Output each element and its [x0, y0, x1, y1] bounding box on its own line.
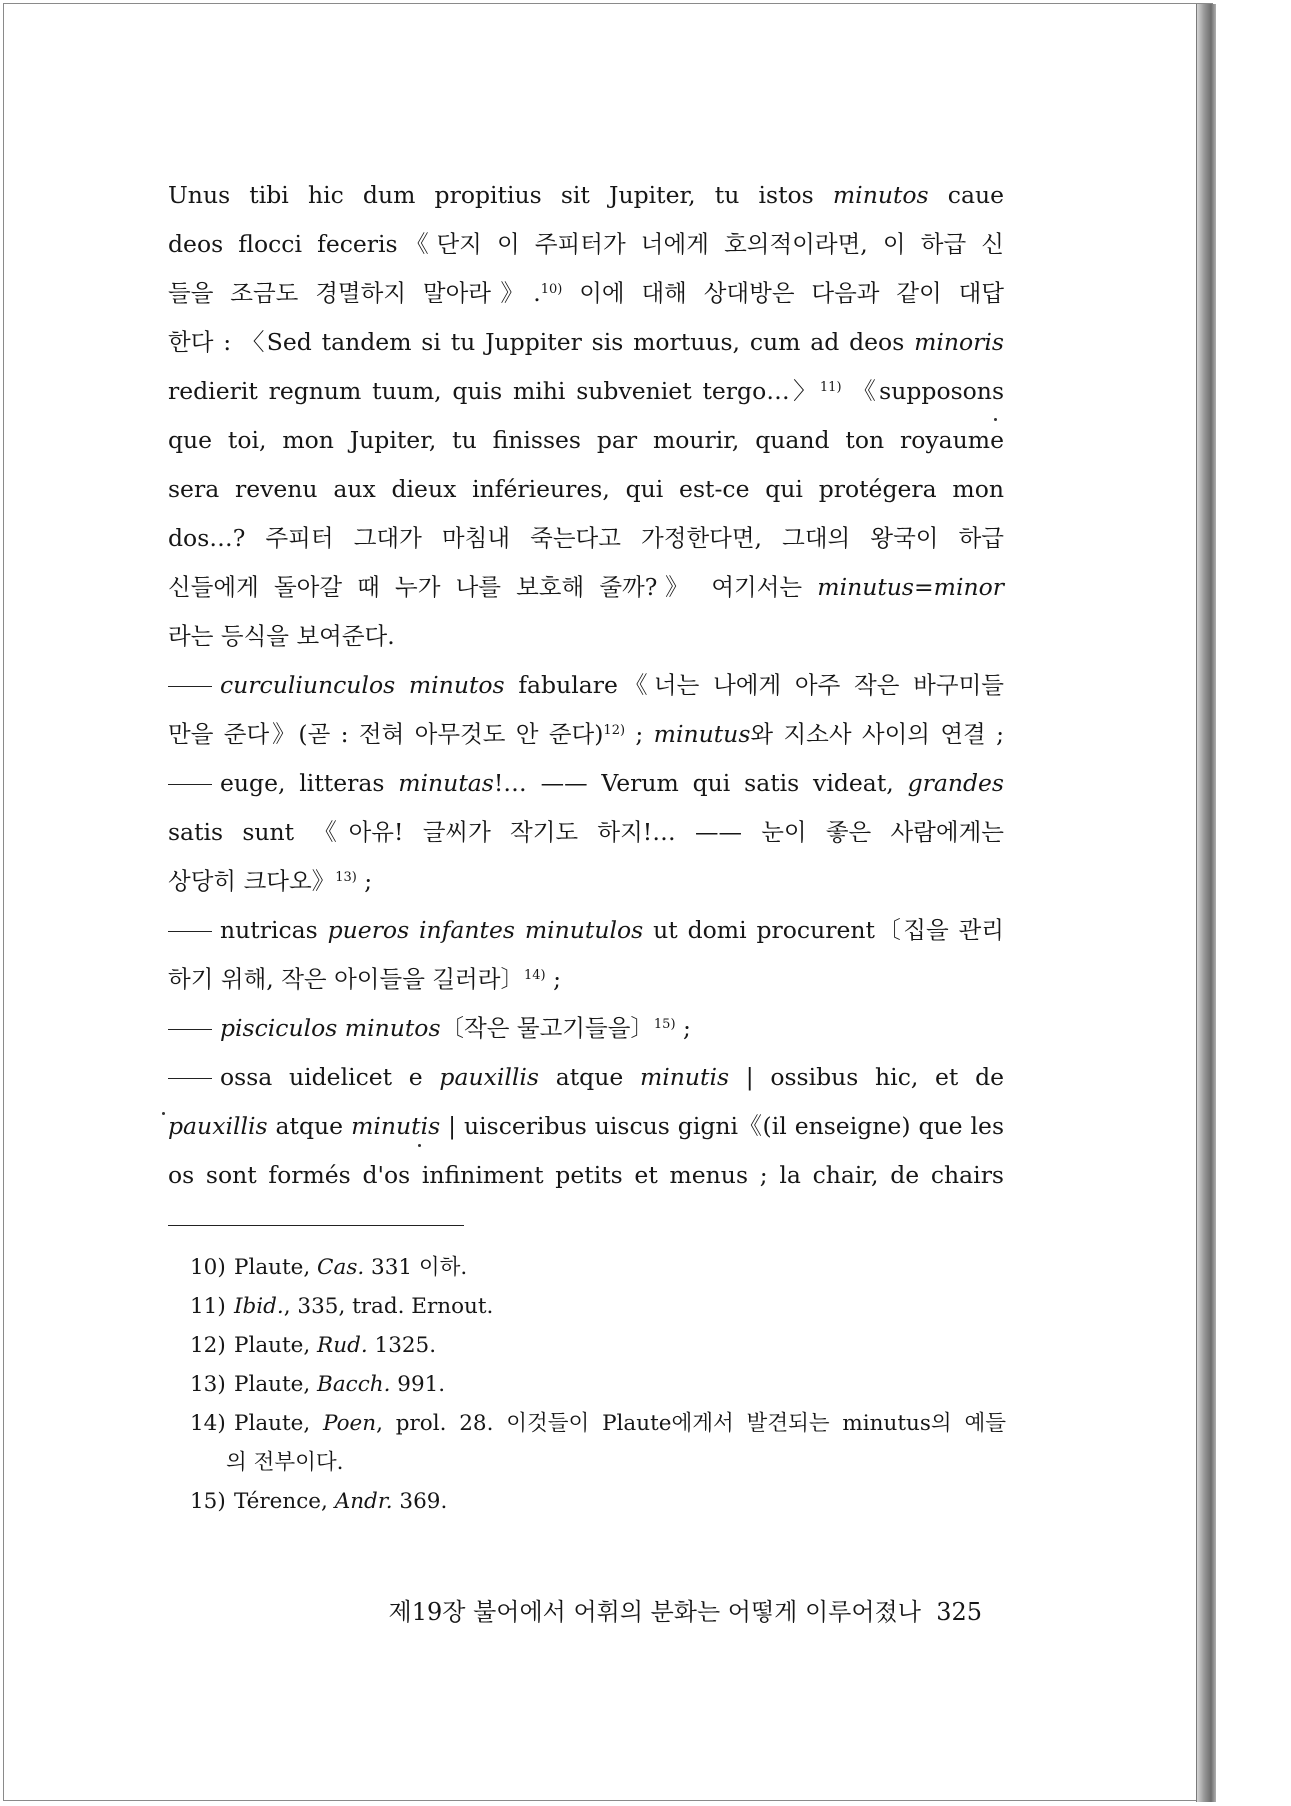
italic-term: grandes [907, 769, 1004, 797]
footnote-ref: 10) [540, 282, 563, 297]
italic-term: minutos [832, 181, 929, 209]
italic-term: pueros infantes minutulos [327, 916, 644, 944]
text-line [168, 906, 1004, 955]
text-run: caue [928, 181, 1004, 209]
text-run: 들을 조금도 경멸하지 말아라》. [168, 279, 541, 307]
text-line [168, 955, 1004, 1004]
speck [994, 418, 997, 421]
text-run: ut domi procurent〔집을 관리 [643, 916, 1004, 944]
text-line [168, 759, 1004, 808]
italic-term: pauxillis [168, 1112, 268, 1140]
footnote [190, 1482, 1006, 1521]
text-line [168, 710, 1004, 759]
text-run: , 335, trad. Ernout. [283, 1294, 494, 1319]
footnote-ref: 15) [653, 1017, 676, 1032]
italic-term: minutis [639, 1063, 730, 1091]
footnote-ref: 13) [335, 870, 357, 885]
text-line [168, 1004, 1004, 1053]
text-run: ; [675, 1014, 691, 1042]
page-edge [1196, 4, 1217, 1802]
text-line [168, 171, 1004, 220]
text-line [168, 1053, 1004, 1102]
footnote-rule [168, 1225, 464, 1226]
text-run: 상당히 크다오》 [168, 867, 336, 895]
text-run: Plaute, [234, 1255, 318, 1280]
text-run: Plaute, [234, 1411, 323, 1436]
italic-term: Poen [323, 1411, 377, 1436]
text-run: 신들에게 돌아갈 때 누가 나를 보호해 줄까?》 여기서는 [168, 573, 818, 601]
footnote-number: 14) [190, 1411, 226, 1436]
text-line [168, 857, 1004, 906]
text-run: 이에 대해 상대방은 다음과 같이 대답 [562, 279, 1004, 307]
text-run: !… —— Verum qui satis videat, [493, 769, 908, 797]
footnote-ref: 14) [523, 968, 546, 983]
text-line [168, 465, 1004, 514]
italic-term: Rud. [317, 1333, 368, 1358]
footnote [190, 1287, 1006, 1326]
footnote [190, 1404, 1006, 1443]
text-run: 하기 위해, 작은 아이들을 길러라〕 [168, 965, 524, 993]
text-line [168, 367, 1004, 416]
text-line [168, 416, 1004, 465]
text-run: 와 지소사 사이의 연결 ; [750, 720, 1005, 748]
text-run: Plaute, [234, 1333, 318, 1358]
italic-term: minutus [653, 720, 751, 748]
text-line [168, 612, 1004, 661]
text-run: que toi, mon Jupiter, tu finisses par mourir, quand ton royaume [168, 426, 1004, 454]
text-run: 1325. [367, 1333, 437, 1358]
text-run: atque [267, 1112, 352, 1140]
text-run: 라는 등식을 보여준다. [168, 622, 395, 650]
text-run: 《supposons [841, 377, 1004, 405]
footnote [190, 1326, 1006, 1365]
text-run: Térence, [234, 1489, 335, 1514]
text-run: sera revenu aux dieux inférieures, qui est-ce qui protégera mon [168, 475, 1004, 503]
text-run: ; [356, 867, 373, 895]
text-run: nutricas [220, 916, 328, 944]
italic-term: curculiunculos minutos [220, 671, 505, 699]
text-run: 〔작은 물고기들을〕 [440, 1014, 654, 1042]
italic-term: minutas [398, 769, 494, 797]
italic-term: Andr. [334, 1489, 393, 1514]
footnote [190, 1248, 1006, 1287]
text-run: 의 전부이다. [226, 1450, 344, 1475]
italic-term: Cas. [317, 1255, 365, 1280]
footnote-number: 15) [190, 1489, 226, 1514]
footnote [190, 1443, 1006, 1482]
body-text [168, 171, 1004, 1200]
text-line [168, 318, 1004, 367]
italic-term: Ibid. [234, 1294, 284, 1319]
text-run: deos flocci feceris《단지 이 주피터가 너에게 호의적이라면, 이 하급 신 [168, 230, 1004, 258]
italic-term: pauxillis [439, 1063, 539, 1091]
em-dash [168, 784, 212, 785]
footnote-text [234, 1404, 1006, 1443]
speck [418, 1144, 421, 1147]
footnote-number: 13) [190, 1372, 226, 1397]
italic-term: pisciculos minutos [220, 1014, 441, 1042]
footnote-number: 11) [190, 1294, 226, 1319]
footnote [190, 1365, 1006, 1404]
footnote-ref: 12) [603, 723, 626, 738]
em-dash [168, 1029, 212, 1030]
chapter-title: 제19장 불어에서 어휘의 분화는 어떻게 이루어졌나 [388, 1598, 921, 1626]
footnote-ref: 11) [819, 380, 842, 395]
text-line [168, 1151, 1004, 1200]
italic-term: minoris [914, 328, 1004, 356]
text-run: 991. [390, 1372, 446, 1397]
text-run: , prol. 28. 이것들이 Plaute에게서 발견되는 minutus의 예들 [376, 1411, 1006, 1436]
footnote-number: 12) [190, 1333, 226, 1358]
text-run: Unus tibi hic dum propitius sit Jupiter, tu istos [168, 181, 833, 209]
text-line [168, 1102, 1004, 1151]
italic-term: minutis [351, 1112, 441, 1140]
text-run: fabulare《너는 나에게 아주 작은 바구미들 [504, 671, 1004, 699]
text-run: 331 이하. [364, 1255, 468, 1280]
text-line [168, 220, 1004, 269]
text-line [168, 269, 1004, 318]
em-dash [168, 686, 212, 687]
text-line [168, 808, 1004, 857]
footnotes [190, 1248, 1006, 1521]
text-run: | ossibus hic, et de [729, 1063, 1005, 1091]
text-run: os sont formés d'os infiniment petits et menus ; la chair, de chairs [168, 1161, 1004, 1189]
footnote-number: 10) [190, 1255, 226, 1280]
italic-term: Bacch. [317, 1372, 391, 1397]
text-run: | uisceribus uiscus gigni《(il enseigne) que les [440, 1112, 1004, 1140]
text-line [168, 563, 1004, 612]
em-dash [168, 931, 212, 932]
text-run: satis sunt 《아유! 글씨가 작기도 하지!… —— 눈이 좋은 사람에게는 [168, 818, 1004, 846]
text-run: ; [545, 965, 561, 993]
em-dash [168, 1078, 212, 1079]
text-run: 만을 준다》(곧 : 전혀 아무것도 안 준다) [168, 720, 604, 748]
text-run: Plaute, [234, 1372, 318, 1397]
text-run: ; [625, 720, 654, 748]
text-run: 369. [392, 1489, 448, 1514]
right-margin [1216, 0, 1291, 1806]
text-line [168, 514, 1004, 563]
running-footer [330, 1592, 982, 1627]
text-run: ossa uidelicet e [220, 1063, 440, 1091]
italic-term: minutus=minor [817, 573, 1004, 601]
speck [162, 1112, 165, 1115]
text-run: redierit regnum tuum, quis mihi subveniet tergo…〉 [168, 377, 820, 405]
text-run: dos…? 주피터 그대가 마침내 죽는다고 가정한다면, 그대의 왕국이 하급 [168, 524, 1004, 552]
text-run: euge, litteras [220, 769, 399, 797]
page-number: 325 [936, 1598, 982, 1626]
text-run: atque [539, 1063, 640, 1091]
text-line [168, 661, 1004, 710]
text-run: 한다 : 〈Sed tandem si tu Juppiter sis mortuus, cum ad deos [168, 328, 915, 356]
